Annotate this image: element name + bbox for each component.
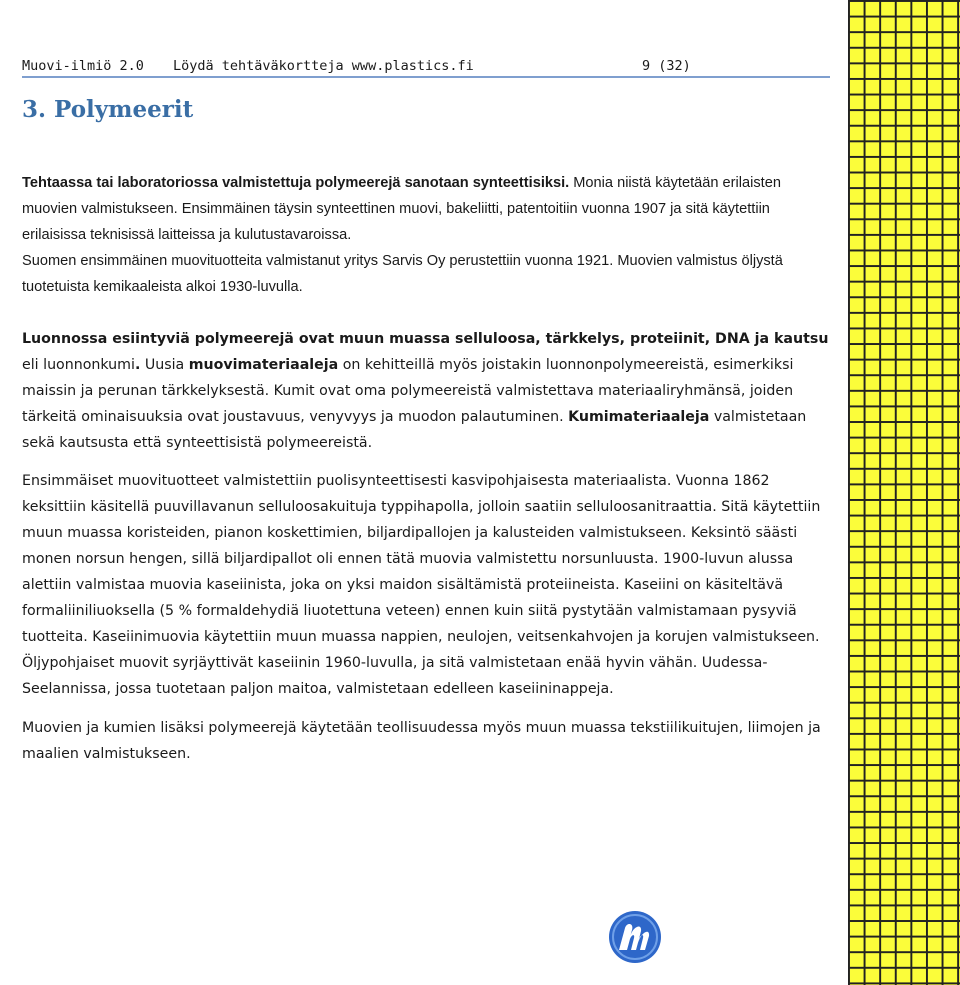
m-logo-icon xyxy=(608,910,662,964)
page-number: 9 (32) xyxy=(642,58,691,74)
decorative-grid-strip xyxy=(848,0,960,985)
paragraph-text: valmistetaan sekä kautsusta että synteettisistä polymeereistä. xyxy=(22,409,807,451)
bold-term: Kumimateriaaleja xyxy=(568,409,710,425)
page-header xyxy=(22,58,830,78)
paragraph-natural xyxy=(22,326,832,456)
paragraph-bold-intro: Luonnossa esiintyviä polymeerejä ovat muun muassa selluloosa, tärkkelys, proteiinit, DNA ja kautsu xyxy=(22,331,829,347)
header-rule xyxy=(22,76,830,78)
paragraph-text-2: Suomen ensimmäinen muovituotteita valmistanut yritys Sarvis Oy perustettiin vuonna 1921. Muovien valmistus öljystä tuotetuista kemikaaleista alkoi 1930-luvulla. xyxy=(22,253,783,295)
paragraph-text: Monia niistä käytetään erilaisten muovien valmistukseen. Ensimmäinen täysin synteettinen muovi, bakeliitti, patentoitiin vuonna 1907 ja sitä käytettiin erilaisissa teknisissä laitteissa ja kulutustavaroissa. xyxy=(22,175,781,243)
paragraph-synthetic xyxy=(22,170,832,300)
paragraph-text: on kehitteillä myös joistakin luonnonpolymeereistä, esimerkiksi maissin ja perunan tärkkelyksestä. Kumit ovat oma polymeereistä valmistettava materiaaliryhmänsä, joiden tärkeitä ominaisuuksia ovat joustavuus, venyvyys ja muodon palautuminen. xyxy=(22,357,794,425)
header-middle: Löydä tehtäväkortteja www.plastics.fi xyxy=(173,58,474,74)
paragraph-industry: Muovien ja kumien lisäksi polymeerejä käytetään teollisuudessa myös muun muassa tekstiilikuitujen, liimojen ja maalien valmistukseen. xyxy=(22,720,821,762)
section-title: 3. Polymeerit xyxy=(22,96,194,123)
paragraph-history: Ensimmäiset muovituotteet valmistettiin puolisynteettisesti kasvipohjaisesta materiaalista. Vuonna 1862 keksittiin käsitellä puuvillavanun selluloosakuituja typpihapolla, jolloin saatiin selluloosanitraattia. Sitä käytettiin muun muassa koristeiden, pianon koskettimien, biljardipallojen ja kalusteiden valmistukseen. Keksintö säästi monen norsun hengen, sillä biljardipallot oli ennen tätä muovia valmistettu norsunluusta. 1900-luvun alussa alettiin valmistaa muovia kaseiinista, joka on yksi maidon sisältämistä proteiineista. Kaseiini on käsiteltävä formaliiniliuoksella (5 % formaldehydiä liuotettuna veteen) ennen kuin siitä pystytään valmistamaan pysyviä tuotteita. Kaseiinimuovia käytettiin muun muassa nappien, neulojen, veitsenkahvojen ja korujen valmistukseen. Öljypohjaiset muovit syrjäyttivät kaseiinin 1960-luvulla, ja sitä valmistetaan enää hyvin vähän. Uudessa-Seelannissa, jossa tuotetaan paljon maitoa, valmistetaan edelleen kaseiininappeja. xyxy=(22,473,821,697)
bold-term: muovimateriaaleja xyxy=(188,357,339,373)
paragraph-text: Uusia xyxy=(140,357,189,373)
paragraph-bold-intro: Tehtaassa tai laboratoriossa valmistettuja polymeerejä sanotaan synteettisiksi. xyxy=(22,175,570,191)
paragraph-text: eli luonnonkumi xyxy=(22,357,135,373)
header-left: Muovi-ilmiö 2.0 xyxy=(22,58,144,74)
paragraph-bold-dot: . xyxy=(134,357,141,373)
